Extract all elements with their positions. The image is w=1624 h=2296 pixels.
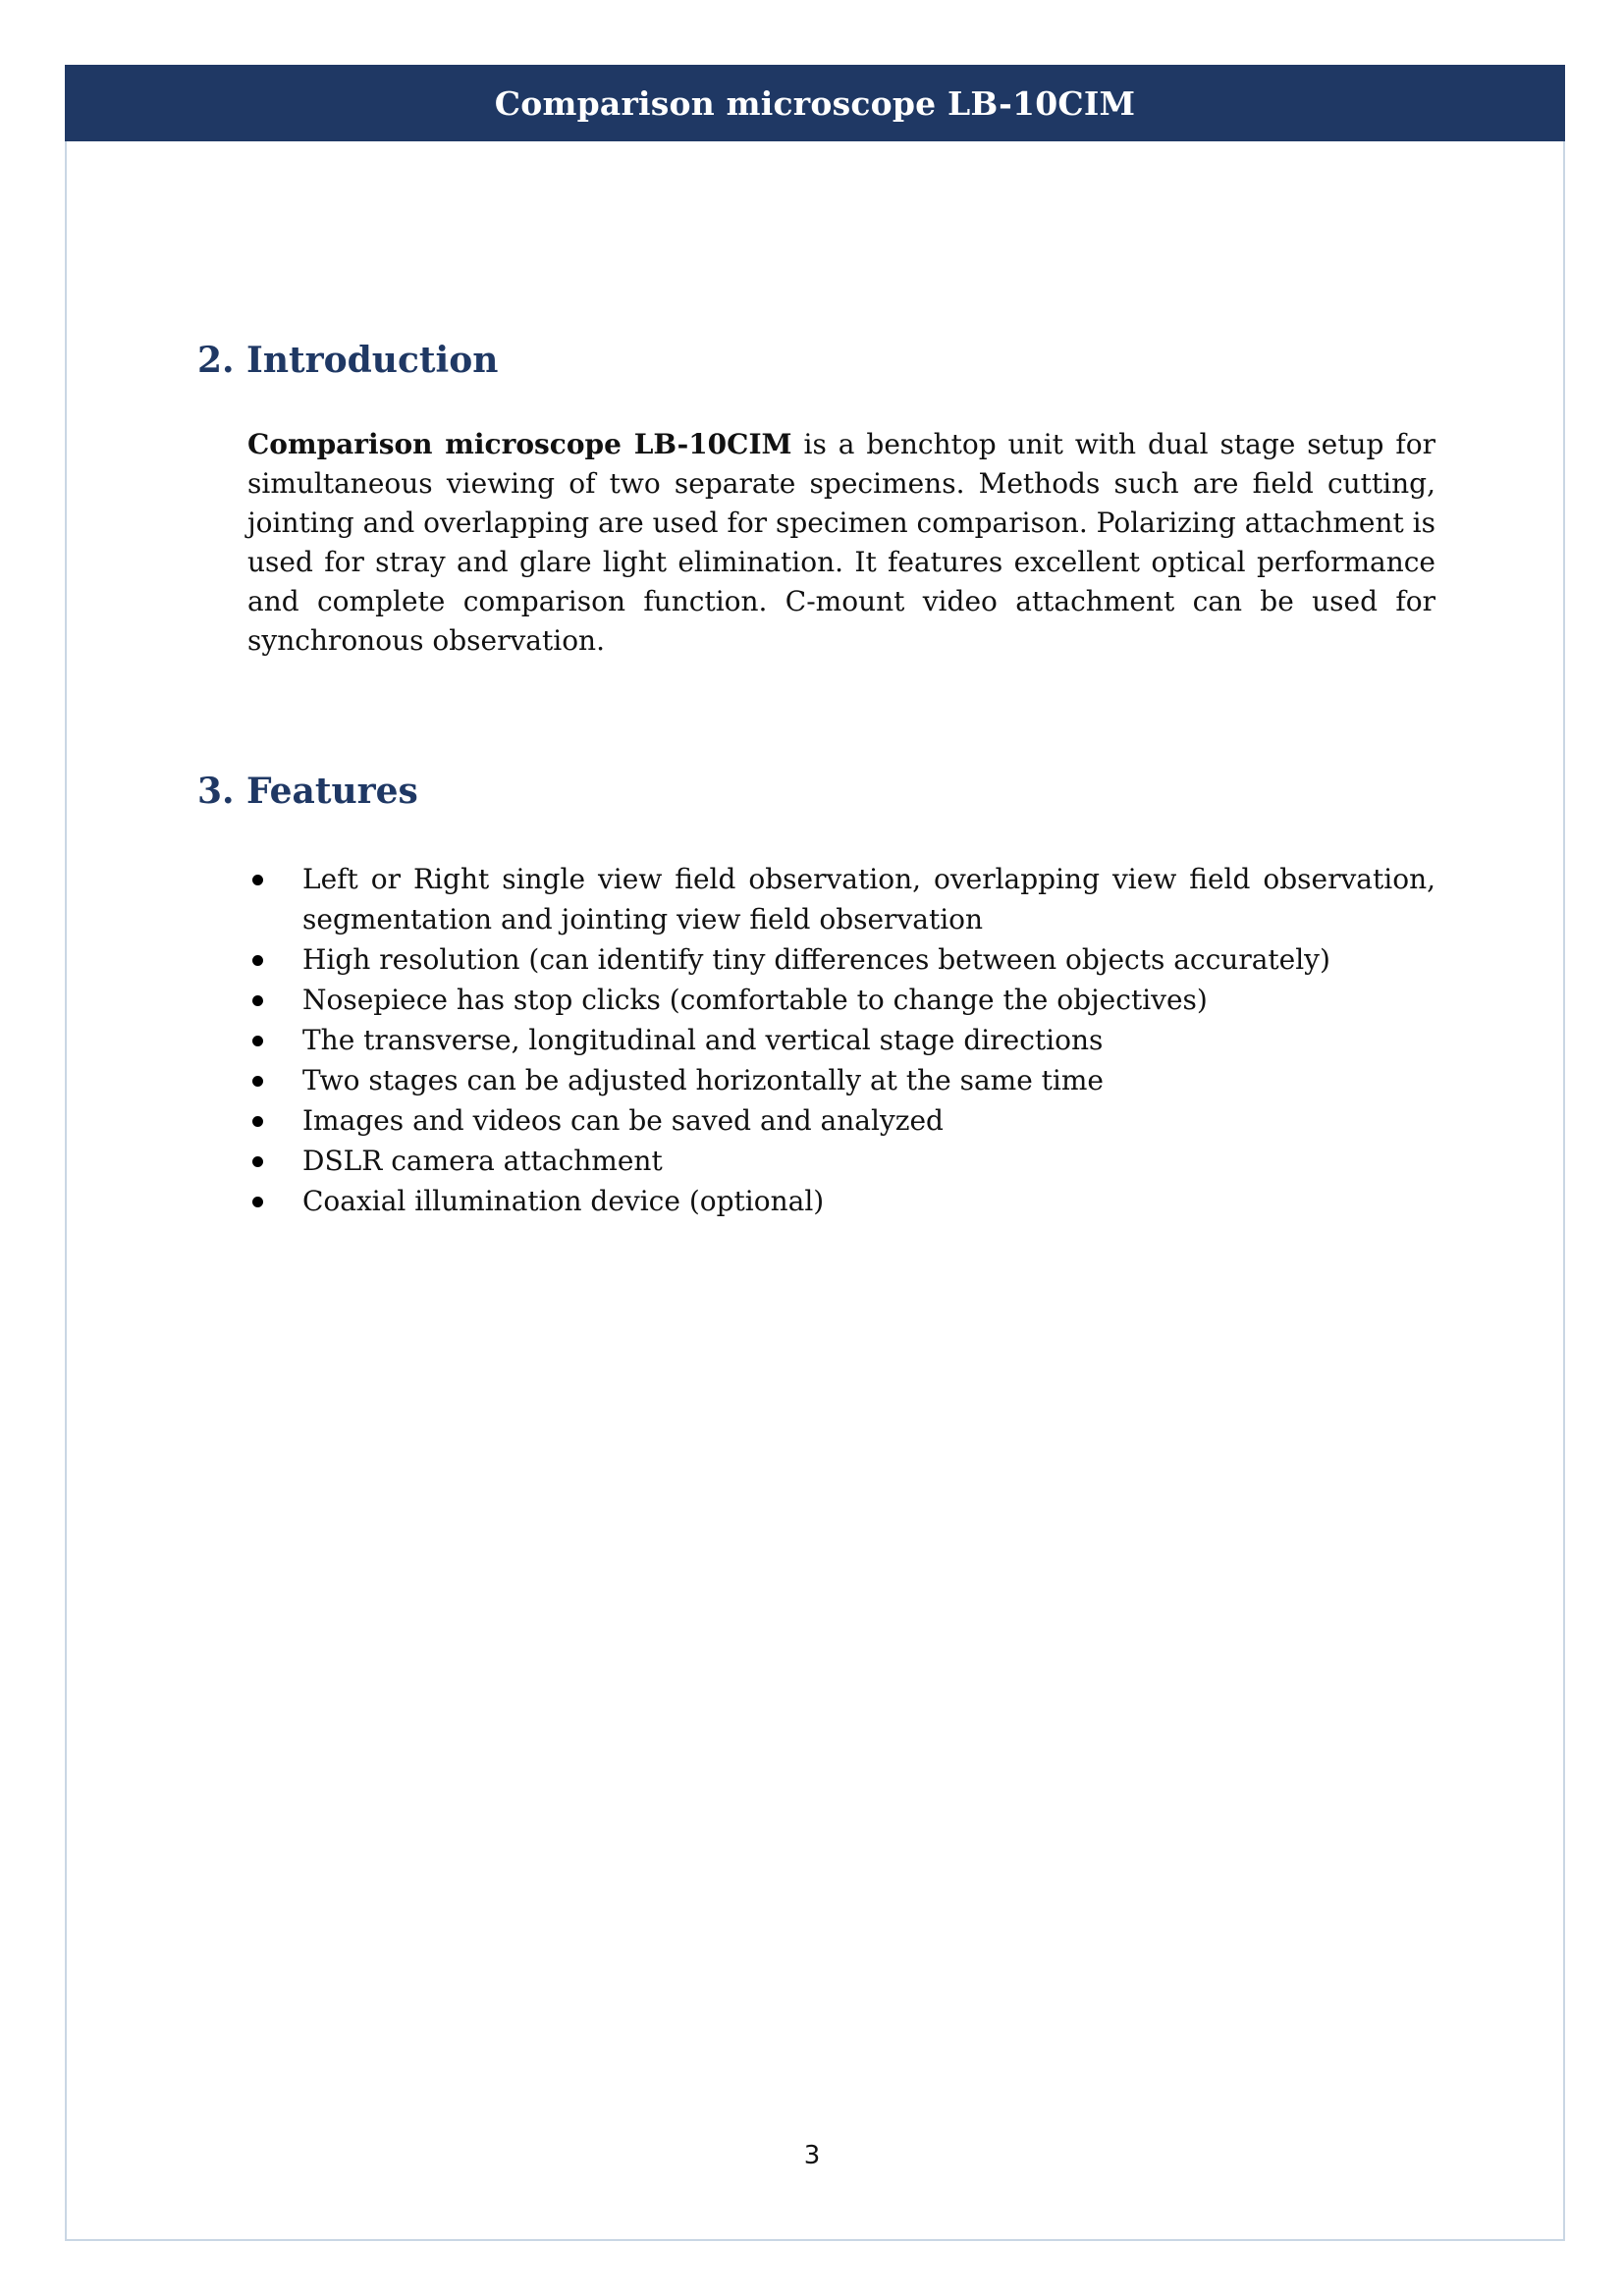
bullet-icon	[252, 955, 263, 966]
bullet-icon	[252, 1036, 263, 1046]
bullet-icon	[252, 1197, 263, 1207]
feature-text: The transverse, longitudinal and vertical stage directions	[302, 1024, 1104, 1056]
header-bar	[65, 65, 1565, 141]
feature-text: High resolution (can identify tiny differences between objects accurately)	[302, 943, 1330, 976]
feature-item	[247, 1060, 1435, 1100]
introduction-body: is a benchtop unit with dual stage setup for simultaneous viewing of two separate specimens. Methods such are field cutting, jointing and overlapping are used for specimen comparison. Polarizing attachment is used for stray and glare light elimination. It features excellent optical performance and complete comparison function. C-mount video attachment can be used for synchronous observation.	[247, 428, 1436, 657]
bullet-icon	[252, 1116, 263, 1127]
feature-text: Images and videos can be saved and analyzed	[302, 1104, 944, 1137]
bullet-icon	[252, 1156, 263, 1167]
section-number: 3.	[197, 771, 235, 812]
feature-text: DSLR camera attachment	[302, 1145, 663, 1177]
feature-text: Coaxial illumination device (optional)	[302, 1185, 825, 1217]
product-name: Comparison microscope LB-10CIM	[247, 428, 792, 460]
feature-text: Two stages can be adjusted horizontally at the same time	[302, 1064, 1104, 1096]
feature-text: Left or Right single view field observation, overlapping view field observation, segmentation and jointing view field observation	[302, 863, 1435, 935]
page-number: 3	[803, 2141, 821, 2170]
feature-item	[247, 1100, 1435, 1141]
feature-text: Nosepiece has stop clicks (comfortable to change the objectives)	[302, 984, 1208, 1016]
introduction-heading	[197, 340, 498, 381]
introduction-paragraph	[247, 425, 1435, 661]
document-title: Comparison microscope LB-10CIM	[494, 83, 1136, 123]
feature-item	[247, 1141, 1435, 1181]
bullet-icon	[252, 875, 263, 885]
feature-item	[247, 859, 1435, 939]
section-number: 2.	[197, 340, 235, 381]
features-heading	[197, 771, 418, 812]
section-title: Introduction	[246, 340, 499, 381]
feature-item	[247, 980, 1435, 1020]
feature-item	[247, 939, 1435, 980]
feature-item	[247, 1020, 1435, 1060]
feature-item	[247, 1181, 1435, 1221]
section-title: Features	[246, 771, 418, 812]
features-list	[247, 859, 1435, 1221]
bullet-icon	[252, 995, 263, 1006]
bullet-icon	[252, 1076, 263, 1087]
